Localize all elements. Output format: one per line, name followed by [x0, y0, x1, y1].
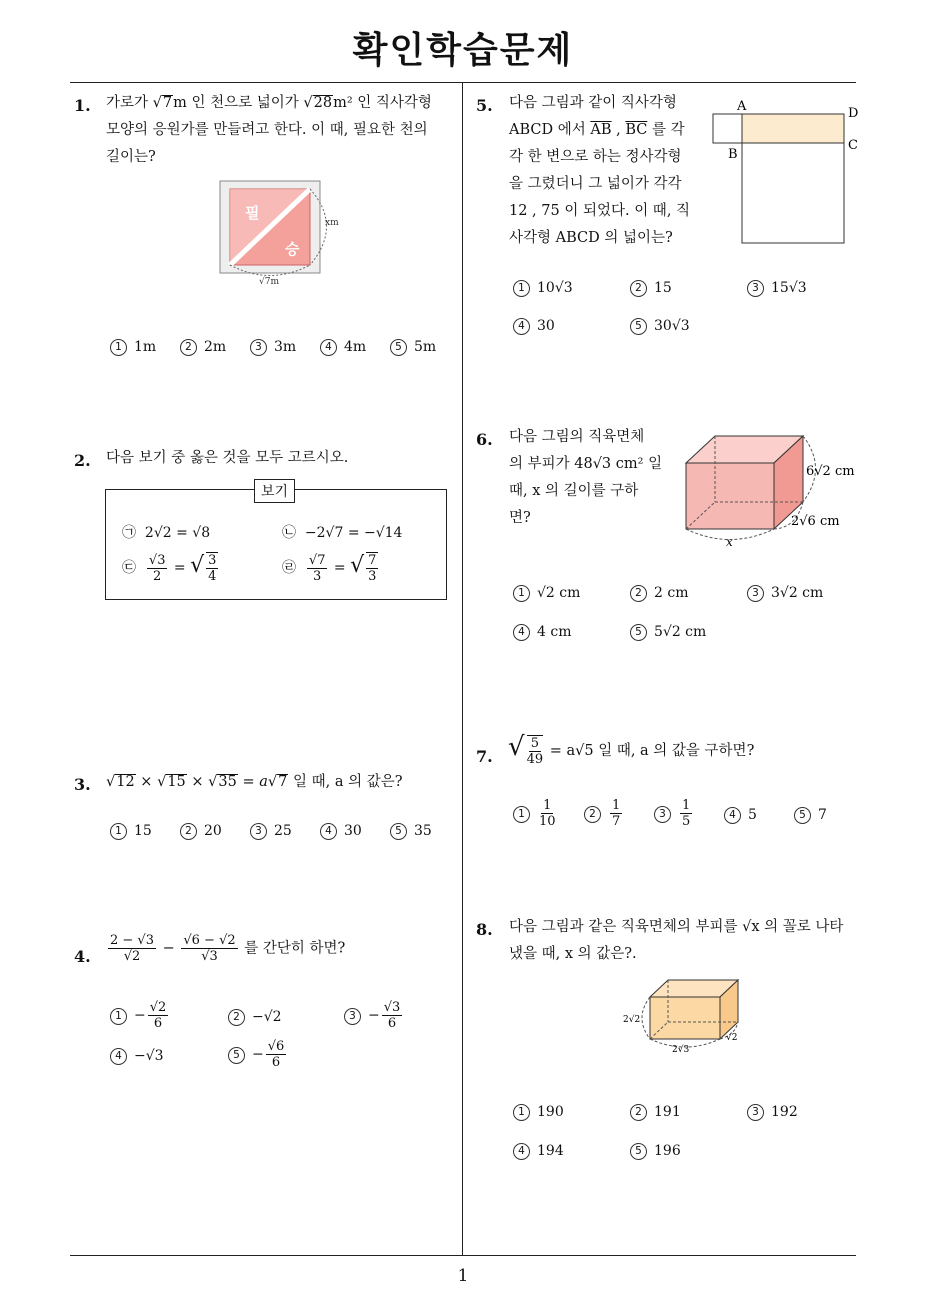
question-5-figure	[708, 96, 868, 248]
q4-choice-2[interactable]: 2 −√2	[228, 1009, 282, 1026]
q8-choice-4[interactable]: 4 194	[513, 1143, 564, 1160]
q8-choice-2[interactable]: 2 191	[630, 1104, 681, 1121]
question-4-text: $\frac{2 - √3}{√2}$ − $\frac{√6 - √2}{√3}$ 를 간단히 하면?	[110, 933, 346, 964]
question-1-figure	[215, 176, 345, 288]
q7-choice-2[interactable]: 2 $\frac{1}{7}$	[584, 798, 624, 829]
question-1-number: 1.	[74, 96, 91, 115]
footer-divider	[70, 1255, 856, 1256]
q3-choice-2[interactable]: 2 20	[180, 823, 222, 840]
figure-1-bottom-label: √7m	[259, 277, 279, 287]
bogi-item-3: ㉢ $\frac{√3}{2}$ = √ $\frac{3}{4}$	[122, 552, 217, 584]
question-8-figure	[620, 975, 750, 1059]
page-number: 1	[457, 1266, 469, 1286]
question-3-text: √12 × √15 × √35 = a√7 일 때, a 의 값은?	[106, 774, 403, 790]
figure-5-label-b: B	[728, 147, 738, 162]
question-7-number: 7.	[476, 747, 493, 766]
q4-choice-4[interactable]: 4 −√3	[110, 1048, 164, 1065]
q8-choice-5[interactable]: 5 196	[630, 1143, 681, 1160]
question-3-number: 3.	[74, 775, 91, 794]
q3-choice-4[interactable]: 4 30	[320, 823, 362, 840]
figure-6-depth-label: 2√6 cm	[791, 514, 840, 529]
question-4-number: 4.	[74, 947, 91, 966]
q3-choice-1[interactable]: 1 15	[110, 823, 152, 840]
question-2-number: 2.	[74, 451, 91, 470]
figure-5-label-d: D	[848, 106, 859, 121]
q1-choice-2[interactable]: 2 2m	[180, 339, 226, 356]
q8-choice-3[interactable]: 3 192	[747, 1104, 798, 1121]
q5-choice-2[interactable]: 2 15	[630, 280, 672, 297]
page-title: 확인학습문제	[352, 30, 574, 71]
question-6-figure	[678, 428, 868, 550]
figure-8-depth-label: √2	[726, 1033, 738, 1043]
q4-choice-5[interactable]: 5 − $\frac{√6}{6}$	[228, 1039, 288, 1070]
q6-choice-1[interactable]: 1 √2 cm	[513, 585, 580, 602]
q4-choice-3[interactable]: 3 − $\frac{√3}{6}$	[344, 1000, 404, 1031]
question-8-text: 다음 그림과 같은 직육면체의 부피를 √x 의 꼴로 나타 냈을 때, x 의 값은?.	[509, 919, 844, 962]
q5-choice-3[interactable]: 3 15√3	[747, 280, 807, 297]
bogi-item-4: ㉣ $\frac{√7}{3}$ = √ $\frac{7}{3}$	[282, 552, 377, 584]
q1-choice-5[interactable]: 5 5m	[390, 339, 436, 356]
question-5-number: 5.	[476, 96, 493, 115]
question-6-number: 6.	[476, 430, 493, 449]
bogi-item-2: ㉡ −2√7 = −√14	[282, 525, 403, 541]
question-2-text: 다음 보기 중 옳은 것을 모두 고르시오.	[106, 450, 349, 466]
question-7-text: √ $\frac{5}{49}$ = a√5 일 때, a 의 값을 구하면?	[508, 732, 755, 767]
title-divider	[70, 82, 856, 83]
q1-choice-1[interactable]: 1 1m	[110, 339, 156, 356]
figure-5-label-a: A	[737, 99, 747, 114]
q6-choice-2[interactable]: 2 2 cm	[630, 585, 688, 602]
q6-choice-4[interactable]: 4 4 cm	[513, 624, 571, 641]
q7-choice-1[interactable]: 1 $\frac{1}{10}$	[513, 798, 558, 829]
figure-1-bottom-word: 승	[285, 240, 300, 258]
bogi-item-1: ㉠ 2√2 = √8	[122, 525, 211, 541]
q3-choice-5[interactable]: 5 35	[390, 823, 432, 840]
question-6-text: 다음 그림의 직육면체 의 부피가 48√3 cm² 일 때, x 의 길이를 구하 면?	[509, 429, 663, 526]
question-5-text: 다음 그림과 같이 직사각형 ABCD 에서 $\overline{AB}$ , $\overline{BC}$ 를 각 각 한 변으로 하는 정사각형 을 그렸더니 그 넓이가 각각 12 , 75 이 되었다. 이 때, 직 사각형 ABCD 의 넓이는?	[509, 95, 691, 246]
q5-choice-1[interactable]: 1 10√3	[513, 280, 573, 297]
figure-6-height-label: 6√2 cm	[806, 464, 855, 479]
figure-1-top-word: 필	[245, 204, 260, 222]
question-1-text: 가로가 √7m 인 천으로 넓이가 √28m² 인 직사각형 모양의 응원가를 만들려고 한다. 이 때, 필요한 천의 길이는?	[106, 95, 432, 165]
q8-choice-1[interactable]: 1 190	[513, 1104, 564, 1121]
q6-choice-3[interactable]: 3 3√2 cm	[747, 585, 823, 602]
figure-6-width-label: x	[726, 535, 733, 549]
question-8-number: 8.	[476, 920, 493, 939]
q6-choice-5[interactable]: 5 5√2 cm	[630, 624, 706, 641]
q4-choice-1[interactable]: 1 − $\frac{√2}{6}$	[110, 1000, 170, 1031]
figure-5-label-c: C	[848, 138, 858, 153]
column-divider	[462, 83, 463, 1255]
figure-1-side-label: xm	[325, 218, 339, 228]
q7-choice-4[interactable]: 4 5	[724, 807, 757, 824]
q5-choice-5[interactable]: 5 30√3	[630, 318, 690, 335]
figure-8-height-label: 2√2	[623, 1015, 641, 1025]
q7-choice-3[interactable]: 3 $\frac{1}{5}$	[654, 798, 694, 829]
figure-8-width-label: 2√3	[672, 1045, 690, 1055]
q1-choice-4[interactable]: 4 4m	[320, 339, 366, 356]
bogi-label: 보기	[254, 479, 295, 503]
q1-choice-3[interactable]: 3 3m	[250, 339, 296, 356]
q7-choice-5[interactable]: 5 7	[794, 807, 827, 824]
q5-choice-4[interactable]: 4 30	[513, 318, 555, 335]
q3-choice-3[interactable]: 3 25	[250, 823, 292, 840]
